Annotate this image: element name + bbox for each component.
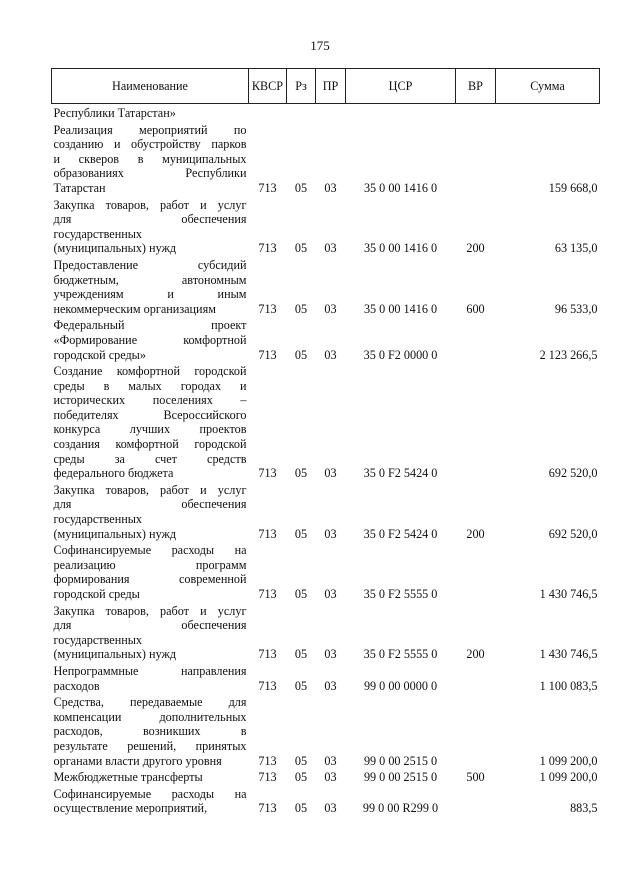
row-name-line: Софинансируемые расходы на	[53, 543, 247, 558]
row-name-line: Средства, передаваемые для	[53, 695, 247, 710]
table-row	[52, 104, 600, 121]
row-rz: 05	[294, 301, 308, 316]
row-pr: 03	[324, 180, 337, 195]
row-name	[52, 104, 249, 121]
header-pr: ПР	[316, 69, 346, 104]
table-row	[52, 662, 600, 693]
row-name-line: создания комфортной городской	[53, 437, 247, 452]
row-name-line: Республики Татарстан»	[53, 106, 176, 120]
row-name-line: Непрограммные направления	[53, 663, 247, 678]
row-rz: 05	[294, 347, 308, 362]
row-name-line: некоммерческим организациям	[53, 301, 216, 316]
header-rz: Рз	[287, 69, 316, 104]
row-vr: 200	[466, 241, 485, 256]
row-vr: 600	[466, 301, 485, 316]
table-row	[52, 121, 600, 196]
row-vr	[456, 541, 496, 601]
header-vr: ВР	[456, 69, 496, 104]
row-sum: 1 099 200,0	[539, 770, 598, 785]
row-vr	[456, 785, 496, 816]
row-csr: 99 0 00 0000 0	[363, 678, 438, 693]
row-name	[52, 768, 249, 785]
row-name-line: (муниципальных) нужд	[53, 526, 177, 541]
table-row	[52, 541, 600, 601]
row-kvsr	[249, 104, 287, 121]
row-name-line: Создание комфортной городской	[53, 364, 247, 379]
row-rz: 05	[294, 180, 308, 195]
row-kvsr: 713	[258, 647, 277, 662]
row-vr: 200	[466, 526, 485, 541]
row-rz: 05	[294, 587, 308, 601]
row-name	[52, 602, 249, 662]
row-vr	[456, 121, 496, 196]
row-vr: 500	[466, 770, 485, 785]
row-vr	[456, 104, 496, 121]
row-name-line: для обеспечения	[53, 618, 247, 633]
page-number: 175	[310, 38, 330, 53]
row-name-line: (муниципальных) нужд	[53, 647, 177, 662]
row-kvsr: 713	[258, 526, 277, 541]
row-name-line: и скверов в муниципальных	[53, 151, 247, 166]
budget-table	[51, 68, 600, 816]
row-vr	[456, 316, 496, 362]
row-sum: 1 099 200,0	[539, 753, 598, 768]
row-csr: 35 0 F2 0000 0	[363, 347, 438, 362]
row-csr: 35 0 00 1416 0	[363, 241, 438, 256]
row-csr: 99 0 00 2515 0	[363, 753, 438, 768]
row-name	[52, 541, 249, 601]
row-pr: 03	[324, 770, 337, 785]
row-name-line: для обеспечения	[53, 497, 247, 512]
row-sum: 2 123 266,5	[539, 347, 598, 362]
row-vr: 200	[466, 647, 485, 662]
row-pr: 03	[324, 801, 337, 816]
row-pr: 03	[324, 587, 337, 601]
row-name	[52, 362, 249, 481]
row-name-line: конкурса лучших проектов	[53, 422, 247, 437]
row-name	[52, 785, 249, 816]
row-name-line: (муниципальных) нужд	[53, 241, 177, 256]
row-kvsr: 713	[258, 678, 277, 693]
row-csr: 99 0 00 R299 0	[362, 801, 439, 816]
row-rz: 05	[294, 753, 308, 768]
row-name-line: результате решений, принятых	[53, 738, 247, 753]
table-row	[52, 768, 600, 785]
table-row	[52, 316, 600, 362]
row-name-line: расходов	[53, 678, 100, 693]
row-name-line: среды за счет средств	[53, 451, 247, 466]
row-name-line: государственных	[53, 226, 143, 241]
row-pr: 03	[324, 301, 337, 316]
row-rz	[287, 104, 316, 121]
row-name-line: государственных	[53, 512, 143, 527]
row-rz: 05	[294, 801, 308, 816]
row-sum: 96 533,0	[554, 301, 598, 316]
table-row	[52, 196, 600, 256]
row-sum: 1 100 083,5	[539, 678, 598, 693]
table-row	[52, 362, 600, 481]
row-name-line: компенсации дополнительных	[53, 709, 247, 724]
row-kvsr: 713	[258, 466, 277, 481]
row-name	[52, 121, 249, 196]
table-row	[52, 256, 600, 316]
row-csr: 99 0 00 2515 0	[363, 770, 438, 785]
row-name-line: Реализация мероприятий по	[53, 122, 247, 137]
row-name-line: государственных	[53, 632, 143, 647]
row-name-line: для обеспечения	[53, 212, 247, 227]
row-pr: 03	[324, 678, 337, 693]
row-pr: 03	[324, 241, 337, 256]
row-vr	[456, 662, 496, 693]
row-name	[52, 196, 249, 256]
row-name-line: исторических поселениях –	[53, 393, 247, 408]
row-kvsr: 713	[258, 587, 277, 601]
row-rz: 05	[294, 647, 308, 662]
row-name-line: Татарстан	[53, 180, 106, 195]
row-name-line: городской среды»	[53, 347, 146, 362]
row-pr	[316, 104, 346, 121]
row-sum	[496, 104, 600, 121]
row-name-line: учреждениям и иным	[53, 287, 247, 302]
row-name-line: формирования современной	[53, 572, 247, 587]
row-pr: 03	[324, 347, 337, 362]
row-name-line: федерального бюджета	[53, 466, 174, 481]
row-name-line: осуществление мероприятий,	[53, 801, 208, 816]
row-sum: 63 135,0	[554, 241, 598, 256]
row-pr: 03	[324, 526, 337, 541]
row-pr: 03	[324, 647, 337, 662]
row-kvsr: 713	[258, 180, 277, 195]
row-sum: 692 520,0	[548, 526, 598, 541]
table-header-row	[52, 69, 600, 104]
row-name-line: «Формирование комфортной	[53, 332, 247, 347]
table-row	[52, 481, 600, 541]
header-name: Наименование	[52, 69, 249, 104]
row-name	[52, 693, 249, 768]
row-pr: 03	[324, 753, 337, 768]
header-kvsr: КВСР	[249, 69, 287, 104]
row-kvsr: 713	[258, 347, 277, 362]
row-vr	[456, 362, 496, 481]
row-name-line: Межбюджетные трансферты	[53, 770, 203, 785]
table-row	[52, 785, 600, 816]
row-pr: 03	[324, 466, 337, 481]
row-csr: 35 0 F2 5555 0	[363, 587, 438, 601]
row-kvsr: 713	[258, 801, 277, 816]
row-csr: 35 0 F2 5555 0	[363, 647, 438, 662]
row-name-line: Федеральный проект	[53, 318, 247, 333]
row-kvsr: 713	[258, 301, 277, 316]
row-csr	[346, 104, 456, 121]
table-row	[52, 693, 600, 768]
row-name	[52, 662, 249, 693]
row-rz: 05	[294, 678, 308, 693]
row-rz: 05	[294, 466, 308, 481]
table-body	[52, 104, 600, 816]
row-name-line: Закупка товаров, работ и услуг	[53, 603, 247, 618]
row-csr: 35 0 F2 5424 0	[363, 526, 438, 541]
row-csr: 35 0 F2 5424 0	[363, 466, 438, 481]
row-rz: 05	[294, 241, 308, 256]
row-rz: 05	[294, 770, 308, 785]
row-name	[52, 256, 249, 316]
row-name-line: городской среды	[53, 587, 140, 601]
row-rz: 05	[294, 526, 308, 541]
row-name-line: победителях Всероссийского	[53, 407, 247, 422]
row-name-line: образованиях Республики	[53, 166, 247, 181]
row-name-line: расходов, возникших в	[53, 724, 247, 739]
row-csr: 35 0 00 1416 0	[363, 180, 438, 195]
row-name-line: Предоставление субсидий	[53, 257, 247, 272]
row-sum: 1 430 746,5	[539, 587, 598, 601]
row-kvsr: 713	[258, 753, 277, 768]
row-sum: 692 520,0	[548, 466, 598, 481]
header-csr: ЦСР	[346, 69, 456, 104]
row-csr: 35 0 00 1416 0	[363, 301, 438, 316]
row-name-line: созданию и обустройству парков	[53, 137, 247, 152]
row-name-line: Закупка товаров, работ и услуг	[53, 482, 247, 497]
row-name-line: среды в малых городах и	[53, 378, 247, 393]
row-name-line: органами власти другого уровня	[53, 753, 222, 768]
row-name-line: Закупка товаров, работ и услуг	[53, 197, 247, 212]
row-kvsr: 713	[258, 241, 277, 256]
row-sum: 1 430 746,5	[539, 647, 598, 662]
row-sum: 883,5	[570, 801, 598, 816]
header-sum: Сумма	[496, 69, 600, 104]
row-name-line: реализацию программ	[53, 557, 247, 572]
row-vr	[456, 693, 496, 768]
row-kvsr: 713	[258, 770, 277, 785]
table-row	[52, 602, 600, 662]
row-name	[52, 316, 249, 362]
row-name-line: Софинансируемые расходы на	[53, 786, 247, 801]
row-name	[52, 481, 249, 541]
row-sum: 159 668,0	[548, 180, 598, 195]
row-name-line: бюджетным, автономным	[53, 272, 247, 287]
